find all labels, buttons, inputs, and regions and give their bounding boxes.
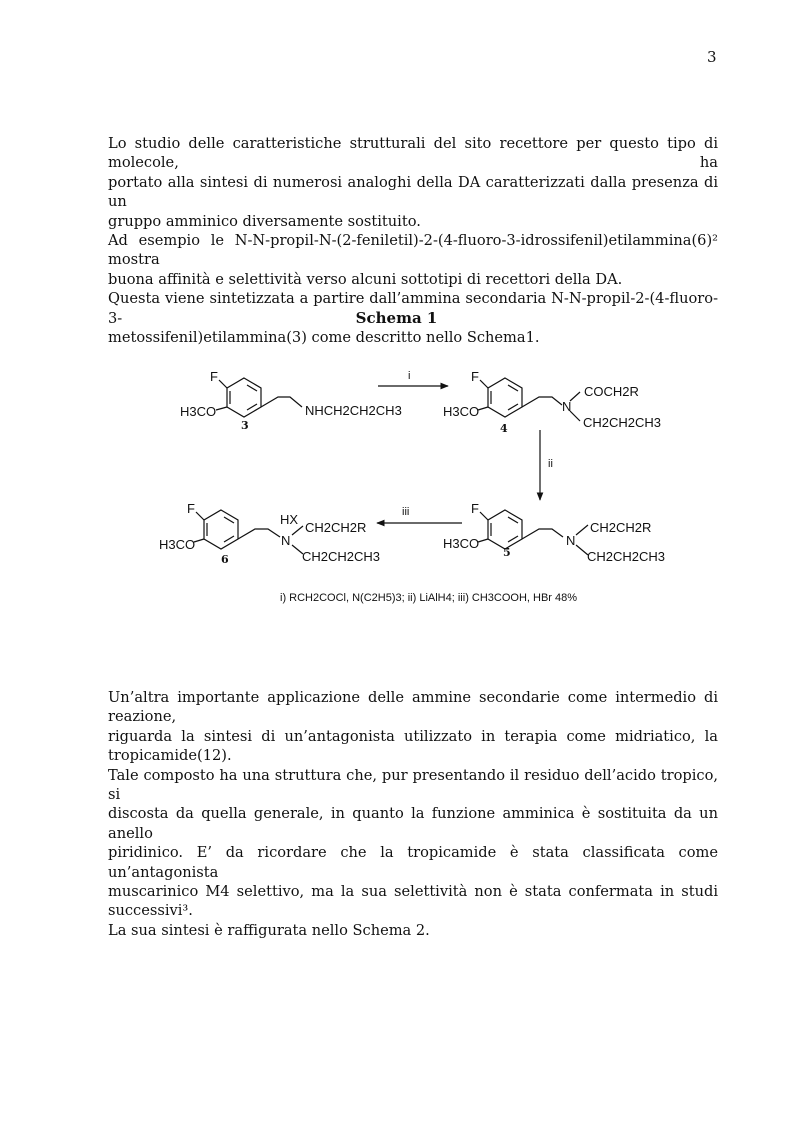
text-line: La sua sintesi è raffigurata nello Schema 2.	[108, 921, 430, 939]
methoxy-label: H3CO	[443, 404, 480, 419]
compound-number-5: 5	[503, 546, 511, 559]
fluoro-label: F	[187, 501, 195, 516]
salt-label: HX	[280, 512, 299, 527]
text-line: metossifenil)etilammina(3) come descritto nello Schema1.	[108, 329, 540, 347]
fluoro-label: F	[471, 369, 479, 384]
compound-number-6: 6	[221, 553, 229, 566]
arrow-label-3: iii	[402, 506, 410, 518]
arrow-label-2: ii	[548, 458, 553, 470]
compound-5-structure	[443, 501, 665, 564]
scheme-title: Schema 1	[355, 309, 438, 327]
text-line: buona affinità e selettività verso alcuni sottotipi di recettori della DA.	[108, 270, 623, 288]
nitrogen-label: N	[566, 533, 576, 548]
text-line: discosta da quella generale, in quanto la funzione amminica è sostituita da un anello	[108, 805, 718, 842]
text-line: Ad esempio le N-N-propil-N-(2-feniletil)-2-(4-fluoro-3-idrossifenil)etilammina(6)² mostra	[108, 232, 718, 269]
amine-label: NHCH2CH2CH3	[305, 403, 402, 418]
arrow-label-1: i	[408, 370, 411, 382]
propyl-label: CH2CH2CH3	[302, 549, 381, 564]
text-line: piridinico. E’ da ricordare che la tropicamide è stata classificata come un’antagonista	[108, 844, 718, 881]
alkyl-label: CH2CH2R	[590, 520, 652, 535]
fluoro-label: F	[471, 501, 479, 516]
propyl-label: CH2CH2CH3	[583, 415, 662, 430]
compound-3-structure	[180, 369, 402, 432]
alkyl-label: CH2CH2R	[305, 520, 367, 535]
paragraph-tropicamide	[108, 688, 718, 940]
text-line: portato alla sintesi di numerosi analoghi della DA caratterizzati dalla presenza di un	[108, 173, 718, 211]
reaction-scheme	[0, 355, 793, 615]
methoxy-label: H3CO	[180, 404, 217, 419]
methoxy-label: H3CO	[443, 536, 480, 551]
text-line: muscarinico M4 selettivo, ma la sua selettività non è stata confermata in studi successivi³.	[108, 883, 718, 920]
text-line: Un’altra importante applicazione delle ammine secondarie come intermedio di reazione,	[108, 689, 718, 726]
acyl-label: COCH2R	[584, 384, 639, 399]
text-line: Lo studio delle caratteristiche strutturali del sito recettore per questo tipo di molecole, ha	[108, 135, 718, 172]
reaction-conditions: i) RCH2COCl, N(C2H5)3; ii) LiAlH4; iii) CH3COOH, HBr 48%	[280, 592, 578, 604]
text-line: riguarda la sintesi di un’antagonista utilizzato in terapia come midriatico, la tropicamide(12).	[108, 727, 718, 765]
page-number: 3	[707, 48, 717, 66]
compound-number-4: 4	[500, 422, 508, 435]
text-line: Questa viene sintetizzata a partire dall’ammina secondaria N-N-propil-2-(4-fluoro-3-	[108, 290, 718, 327]
text-line: Tale composto ha una struttura che, pur presentando il residuo dell’acido tropico, si	[108, 766, 718, 804]
compound-6-structure	[159, 501, 380, 566]
methoxy-label: H3CO	[159, 537, 196, 552]
text-line: gruppo amminico diversamente sostituito.	[108, 212, 421, 230]
nitrogen-label: N	[562, 399, 572, 414]
nitrogen-label: N	[281, 533, 291, 548]
fluoro-label: F	[210, 369, 218, 384]
compound-4-structure	[443, 369, 661, 435]
propyl-label: CH2CH2CH3	[587, 549, 666, 564]
compound-number-3: 3	[241, 419, 249, 432]
